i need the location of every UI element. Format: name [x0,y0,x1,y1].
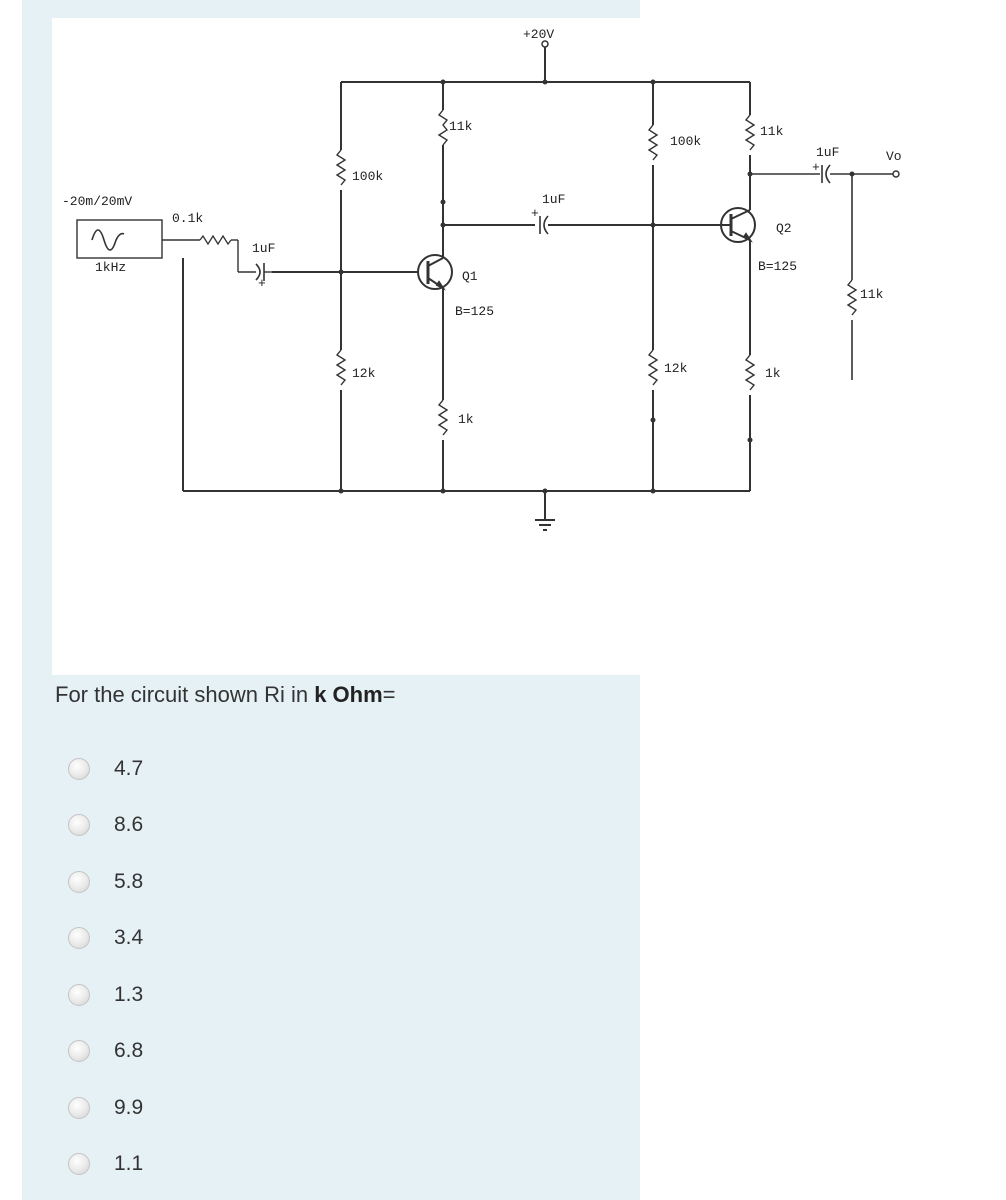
resistor-rb1-top [337,150,345,185]
label-supply: +20V [523,27,555,42]
radio-button[interactable] [68,758,90,780]
option-label: 8.6 [114,813,144,836]
capacitor-interstage [540,216,548,234]
option-label: 1.1 [114,1152,144,1175]
option-6[interactable] [68,1036,143,1066]
junction-dots [339,80,855,494]
option-label: 4.7 [114,757,144,780]
question-prefix: For the circuit shown Ri in [55,682,315,707]
option-label: 6.8 [114,1039,144,1062]
transistor-q1-symbol [418,255,452,289]
option-label: 9.9 [114,1096,144,1119]
label-input-capacitor: 1uF [252,241,276,256]
label-rb2-bottom: 12k [664,361,688,376]
resistor-load [848,280,856,315]
label-load: 11k [860,287,884,302]
capacitor-input-polarity: + [258,276,266,291]
capacitor-output-polarity: + [812,160,820,175]
option-2[interactable] [68,810,143,840]
label-rb2-top: 100k [670,134,702,149]
label-rc2: 11k [760,124,784,139]
radio-button[interactable] [68,1153,90,1175]
question-unit: k Ohm [314,682,383,707]
capacitor-interstage-polarity: + [531,206,539,221]
resistor-rc2 [746,115,754,150]
resistor-re1 [439,400,447,435]
question-text [55,682,396,708]
resistor-rb2-bottom [649,350,657,385]
output-terminal [893,171,899,177]
label-q1: Q1 [462,269,478,284]
signal-source [77,220,162,258]
option-label: 5.8 [114,870,144,893]
option-7[interactable] [68,1093,143,1123]
label-source-resistor: 0.1k [172,211,204,226]
resistor-rb1-bottom [337,350,345,385]
label-interstage-capacitor: 1uF [542,192,566,207]
option-1[interactable] [68,754,143,784]
supply-terminal [542,41,548,82]
option-label: 3.4 [114,926,144,949]
option-3[interactable] [68,867,143,897]
resistor-re2 [746,355,754,390]
label-rb1-top: 100k [352,169,384,184]
label-re1: 1k [458,412,474,427]
question-suffix: = [382,682,396,707]
radio-button[interactable] [68,1040,90,1062]
label-q2: Q2 [776,221,792,236]
label-source-frequency: 1kHz [95,260,127,275]
ground-symbol [535,491,555,530]
option-label: 1.3 [114,983,144,1006]
radio-button[interactable] [68,984,90,1006]
label-q2-beta: B=125 [758,259,798,274]
radio-button[interactable] [68,814,90,836]
label-source-amplitude: -20m/20mV [62,194,133,209]
radio-button[interactable] [68,871,90,893]
capacitor-output [822,165,830,183]
label-rc1: 11k [449,119,473,134]
option-8[interactable] [68,1149,143,1179]
radio-button[interactable] [68,927,90,949]
label-q1-beta: B=125 [455,304,495,319]
label-output-capacitor: 1uF [816,145,840,160]
resistor-rb2-top [649,125,657,160]
label-output: Vo [886,149,902,164]
label-rb1-bottom: 12k [352,366,376,381]
option-5[interactable] [68,980,143,1010]
option-4[interactable] [68,923,143,953]
resistor-source [200,236,231,244]
label-re2: 1k [765,366,781,381]
radio-button[interactable] [68,1097,90,1119]
resistor-rc1 [439,110,447,145]
